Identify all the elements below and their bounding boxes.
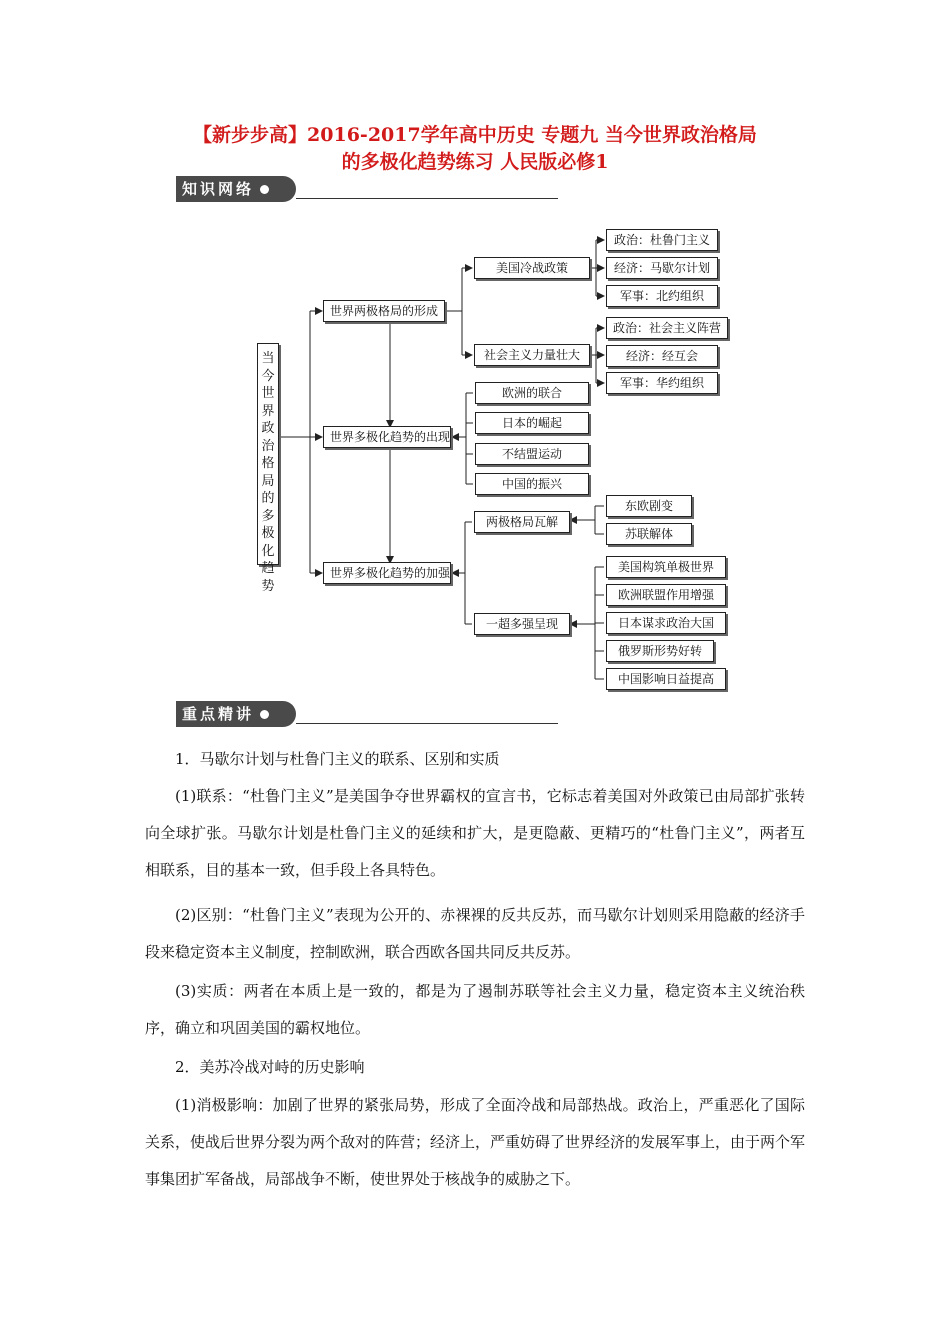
title-line-2: 的多极化趋势练习 人民版必修1 bbox=[341, 151, 609, 173]
branch-multipolar-strengthening: 世界多极化趋势的加强 bbox=[323, 562, 451, 584]
bullet-dot-icon bbox=[260, 710, 269, 719]
leaf-economy-marshall: 经济：马歇尔计划 bbox=[606, 257, 718, 279]
leaf-us-unipolar: 美国构筑单极世界 bbox=[606, 556, 726, 578]
leaf-military-warsaw: 军事：华约组织 bbox=[606, 372, 718, 394]
leaf-japan-rise: 日本的崛起 bbox=[475, 412, 589, 434]
leaf-military-nato: 军事：北约组织 bbox=[606, 285, 718, 307]
section-header-knowledge-network bbox=[176, 176, 558, 204]
section-header-key-points bbox=[176, 701, 558, 729]
branch-bipolar-formation: 世界两极格局的形成 bbox=[323, 300, 445, 322]
q1-essence-paragraph: (3)实质：两者在本质上是一致的，都是为了遏制苏联等社会主义力量，稳定资本主义统治秩序，确立和巩固美国的霸权地位。 bbox=[145, 982, 805, 1037]
leaf-eastern-europe: 东欧剧变 bbox=[606, 495, 692, 517]
document-title bbox=[100, 122, 850, 176]
branch-multipolar-emergence: 世界多极化趋势的出现 bbox=[323, 426, 451, 448]
q1-difference-paragraph: (2)区别：“杜鲁门主义”表现为公开的、赤裸裸的反共反苏，而马歇尔计划则采用隐蔽的经济手段来稳定资本主义制度，控制欧洲，联合西欧各国共同反共反苏。 bbox=[145, 906, 805, 961]
leaf-china-influence: 中国影响日益提高 bbox=[606, 668, 726, 690]
section-label: 重点精讲 bbox=[182, 705, 255, 723]
sub-one-superpower: 一超多强呈现 bbox=[474, 613, 570, 635]
leaf-japan-political: 日本谋求政治大国 bbox=[606, 612, 726, 634]
sub-bipolar-collapse: 两极格局瓦解 bbox=[474, 511, 570, 533]
bullet-dot-icon bbox=[260, 185, 269, 194]
leaf-politics-socialist-camp: 政治：社会主义阵营 bbox=[606, 317, 728, 339]
leaf-non-aligned: 不结盟运动 bbox=[475, 443, 589, 465]
q2-negative-paragraph: (1)消极影响：加剧了世界的紧张局势，形成了全面冷战和局部热战。政治上，严重恶化了国际关系，使战后世界分裂为两个敌对的阵营；经济上，严重妨碍了世界经济的发展军事上，由于两个军事集团扩军备战，局部战争不断，使世界处于核战争的威胁之下。 bbox=[145, 1096, 806, 1188]
q1-connection-paragraph: (1)联系：“杜鲁门主义”是美国争夺世界霸权的宣言书，它标志着美国对外政策已由局部扩张转向全球扩张。马歇尔计划是杜鲁门主义的延续和扩大，是更隐蔽、更精巧的“杜鲁门主义”，两者互相联系，目的基本一致，但手段上各具特色。 bbox=[145, 787, 805, 879]
leaf-europe-union: 欧洲的联合 bbox=[475, 382, 589, 404]
section-label: 知识网络 bbox=[182, 180, 255, 198]
leaf-politics-truman: 政治：杜鲁门主义 bbox=[606, 229, 718, 251]
leaf-economy-comecon: 经济：经互会 bbox=[606, 345, 718, 367]
sub-socialist-forces: 社会主义力量壮大 bbox=[474, 344, 590, 366]
question-2-title: 2．美苏冷战对峙的历史影响 bbox=[175, 1058, 365, 1076]
leaf-ussr-dissolution: 苏联解体 bbox=[606, 523, 692, 545]
section-rule bbox=[296, 198, 558, 199]
title-line-1: 【新步步高】2016-2017学年高中历史 专题九 当今世界政治格局 bbox=[193, 124, 757, 146]
leaf-eu-role: 欧洲联盟作用增强 bbox=[606, 584, 726, 606]
question-1-title: 1．马歇尔计划与杜鲁门主义的联系、区别和实质 bbox=[175, 750, 500, 768]
leaf-russia-improve: 俄罗斯形势好转 bbox=[606, 640, 714, 662]
sub-us-cold-war-policy: 美国冷战政策 bbox=[474, 257, 590, 279]
diagram-root: 当今世界政治格局的多极化趋势 bbox=[257, 343, 279, 565]
section-rule bbox=[296, 723, 558, 724]
leaf-china-revival: 中国的振兴 bbox=[475, 473, 589, 495]
